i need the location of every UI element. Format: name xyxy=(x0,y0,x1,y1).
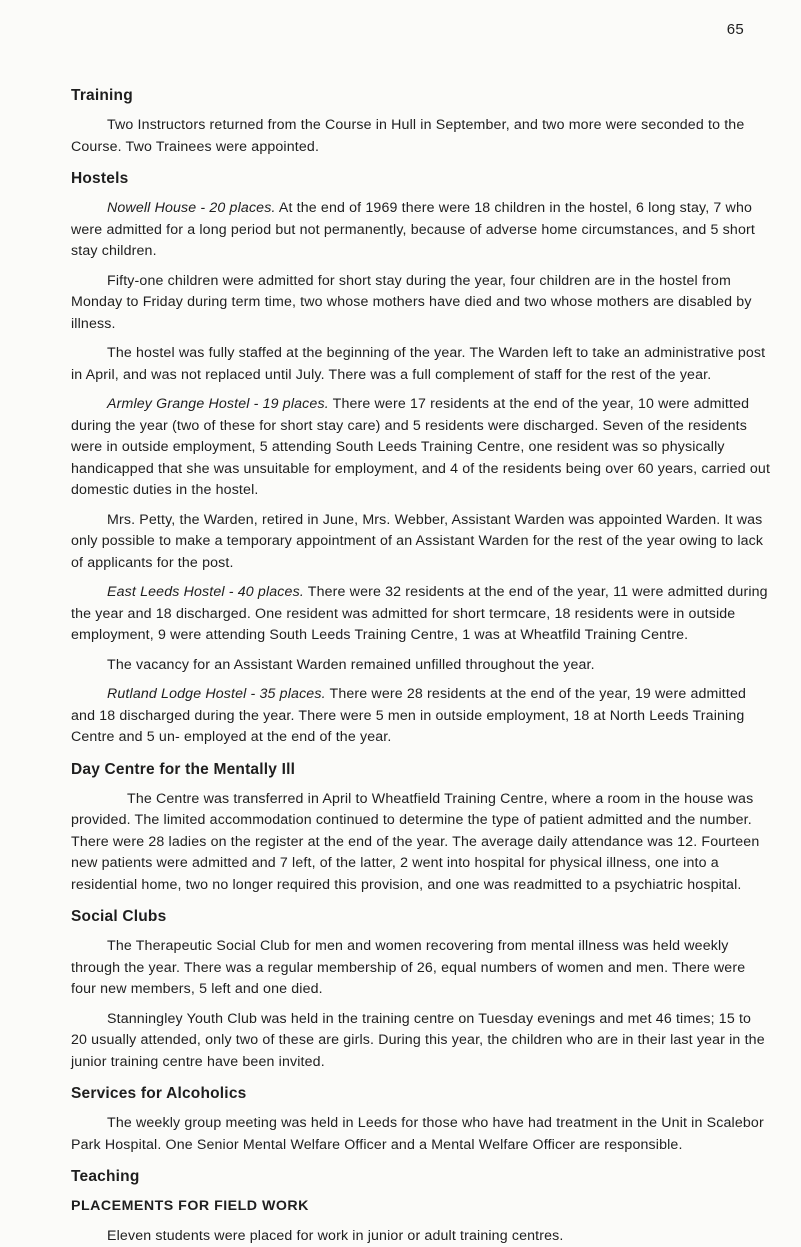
placements-paragraph: Eleven students were placed for work in junior or adult training centres. xyxy=(71,1226,771,1247)
rutland-lodge-title: Rutland Lodge Hostel - 35 places. xyxy=(107,686,326,702)
short-stay-paragraph: Fifty-one children were admitted for short stay during the year, four children are in the hostel from Monday to Friday during term time, two whose mothers have died and two whose mothers are disabled by illness. xyxy=(71,271,771,336)
alcoholics-paragraph: The weekly group meeting was held in Leeds for those who have had treatment in the Unit in Scalebor Park Hospital. One Senior Mental Welfare Officer and a Mental Welfare Officer are responsible. xyxy=(71,1113,771,1156)
nowell-house-title: Nowell House - 20 places. xyxy=(107,200,276,216)
heading-hostels: Hostels xyxy=(71,168,771,190)
placements-subheading: PLACEMENTS FOR FIELD WORK xyxy=(71,1196,771,1218)
heading-day-centre: Day Centre for the Mentally Ill xyxy=(71,759,771,781)
heading-alcoholics: Services for Alcoholics xyxy=(71,1083,771,1105)
armley-grange-text: There were 17 residents at the end of the year, 10 were admitted during the year (two of these for short stay care) and 5 residents were discharged. Seven of the residents were in outside employment, 5 attending South Leeds Training Centre, one resident was so physically handicapped that she was unsuitable for employment, and 4 of the residents being over 60 years, carried out domestic duties in the hostel. xyxy=(71,396,770,498)
armley-grange-paragraph xyxy=(71,394,771,502)
rutland-lodge-paragraph xyxy=(71,684,771,749)
page-number: 65 xyxy=(727,21,744,38)
training-paragraph: Two Instructors returned from the Course in Hull in September, and two more were seconded to the Course. Two Trainees were appointed. xyxy=(71,115,771,158)
heading-teaching: Teaching xyxy=(71,1166,771,1188)
heading-social-clubs: Social Clubs xyxy=(71,906,771,928)
nowell-house-paragraph xyxy=(71,198,771,263)
heading-training: Training xyxy=(71,85,771,107)
armley-grange-title: Armley Grange Hostel - 19 places. xyxy=(107,396,329,412)
east-leeds-title: East Leeds Hostel - 40 places. xyxy=(107,584,304,600)
east-leeds-text: There were 32 residents at the end of the year, 11 were admitted during the year and 18 discharged. One resident was admitted for short termcare, 18 residents were in outside employment, 9 were attending South Leeds Training Centre, 1 was at Wheatfild Training Centre. xyxy=(71,584,768,643)
rutland-lodge-text: There were 28 residents at the end of the year, 19 were admitted and 18 discharged during the year. There were 5 men in outside employment, 18 at North Leeds Training Centre and 5 un- employed at the end of the year. xyxy=(71,686,746,745)
nowell-house-text: At the end of 1969 there were 18 children in the hostel, 6 long stay, 7 who were admitted for a long period but not permanently, because of adverse home circumstances, and 5 short stay children. xyxy=(71,200,755,259)
day-centre-paragraph: The Centre was transferred in April to Wheatfield Training Centre, where a room in the house was provided. The limited accommodation continued to determine the type of patient admitted and the number. There were 28 ladies on the register at the end of the year. The average daily attendance was 12. Fourteen new patients were admitted and 7 left, of the latter, 2 went into hospital for physical illness, one into a residential home, two no longer required this provision, and one was readmitted to a psychiatric hospital. xyxy=(71,789,771,897)
staffing-paragraph: The hostel was fully staffed at the beginning of the year. The Warden left to take an administrative post in April, and was not replaced until July. There was a full complement of staff for the rest of the year. xyxy=(71,343,771,386)
warden-paragraph: Mrs. Petty, the Warden, retired in June, Mrs. Webber, Assistant Warden was appointed Warden. It was only possible to make a temporary appointment of an Assistant Warden for the rest of the year owing to lack of applicants for the post. xyxy=(71,510,771,575)
east-leeds-paragraph xyxy=(71,582,771,647)
youth-club-paragraph: Stanningley Youth Club was held in the training centre on Tuesday evenings and met 46 times; 15 to 20 usually attended, only two of these are girls. During this year, the children who are in their last year in the junior training centre have been invited. xyxy=(71,1009,771,1074)
vacancy-paragraph: The vacancy for an Assistant Warden remained unfilled throughout the year. xyxy=(71,655,771,677)
therapeutic-club-paragraph: The Therapeutic Social Club for men and women recovering from mental illness was held weekly through the year. There was a regular membership of 26, equal numbers of women and men. There were four new members, 5 left and one died. xyxy=(71,936,771,1001)
page-content xyxy=(71,85,771,1247)
